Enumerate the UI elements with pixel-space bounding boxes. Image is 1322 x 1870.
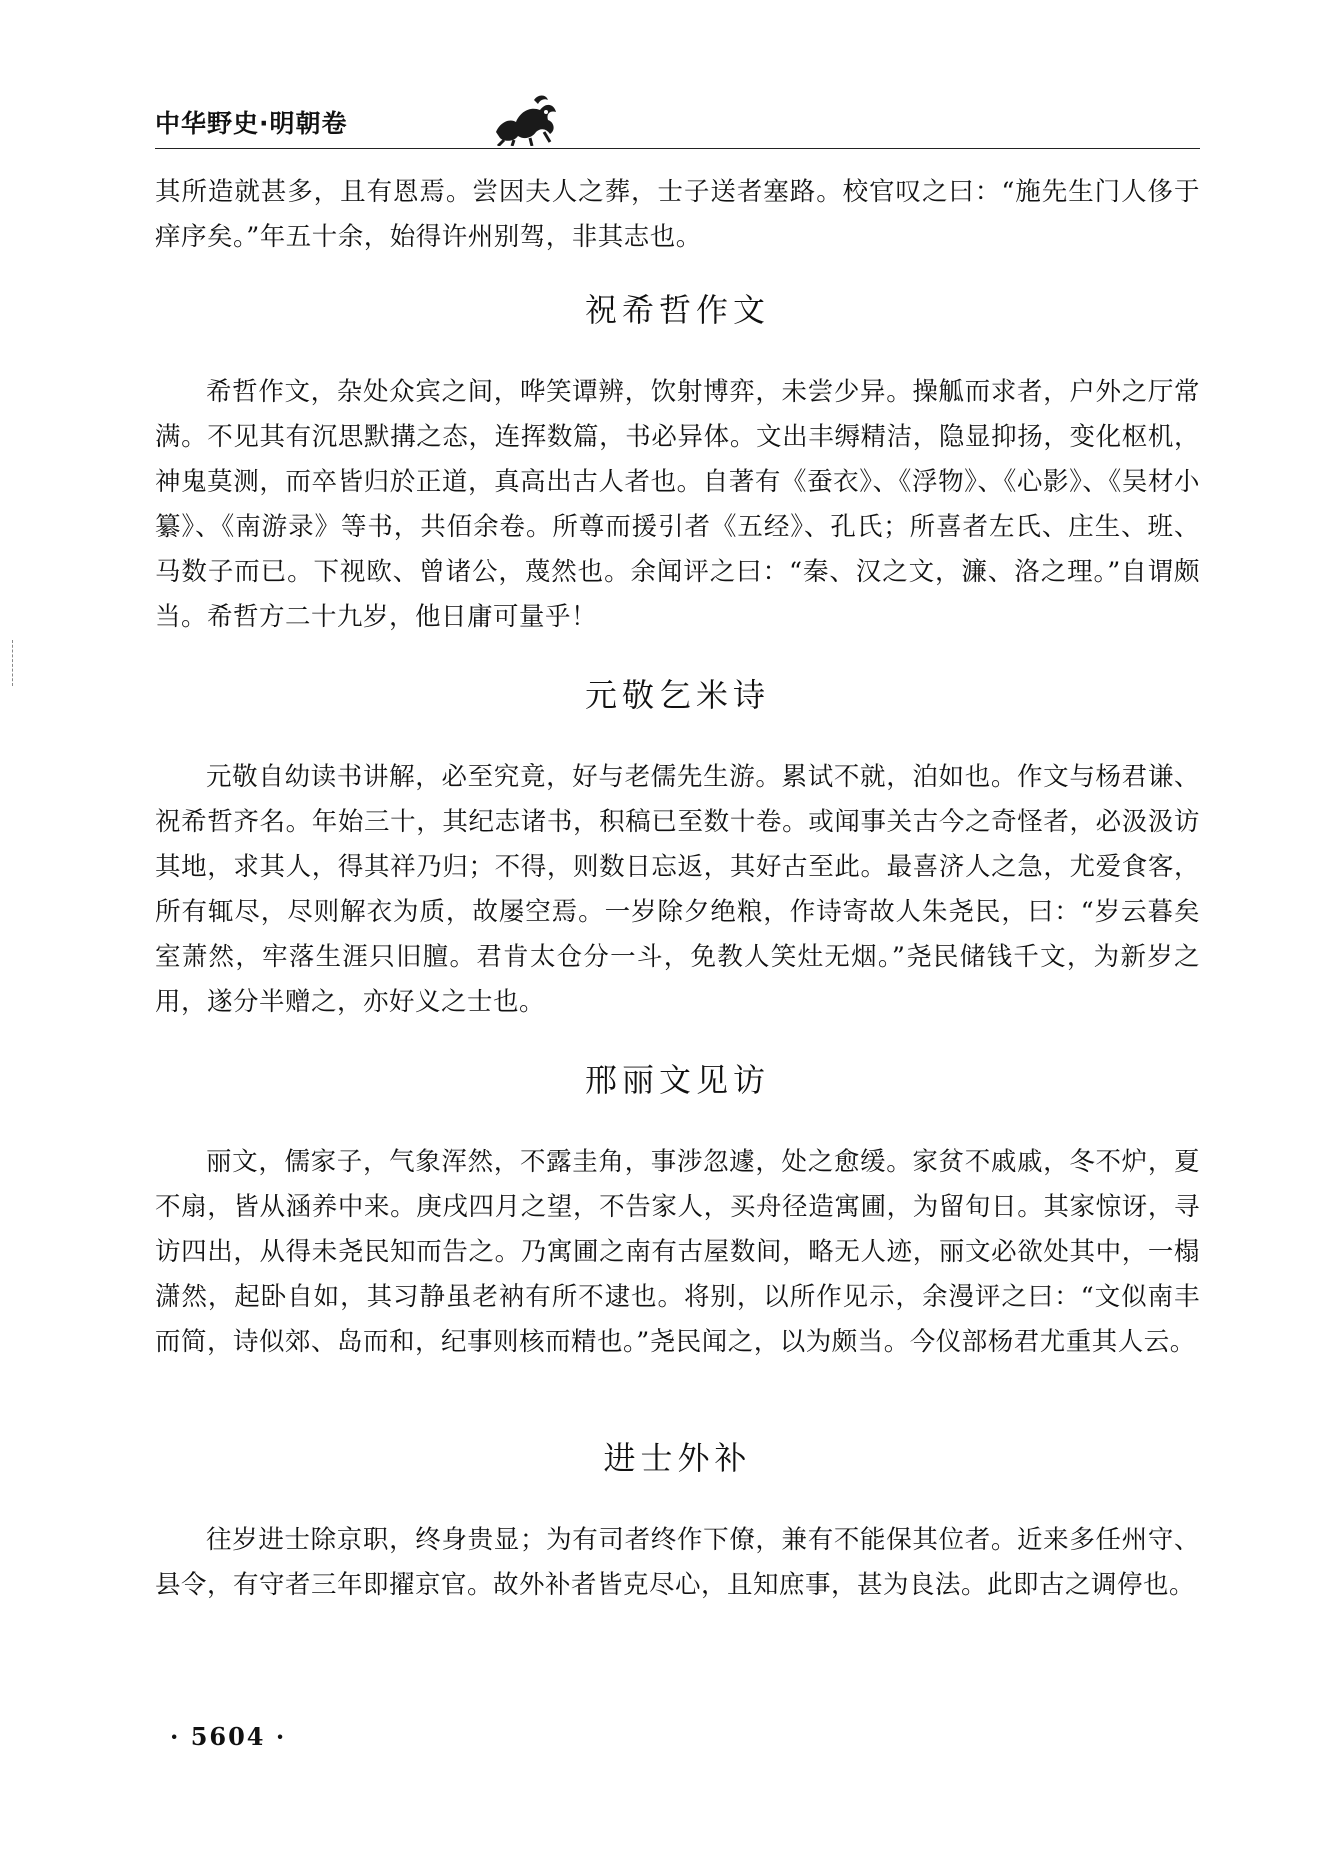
running-title: 中华野史·明朝卷 xyxy=(155,109,348,138)
section-paragraph: 元敬自幼读书讲解，必至究竟，好与老儒先生游。累试不就，泊如也。作文与杨君谦、祝希哲齐名。年始三十，其纪志诸书，积稿已至数十卷。或闻事关古今之奇怪者，必汲汲访其地，求其人，得其祥乃归；不得，则数日忘返，其好古至此。最喜济人之急，尤爱食客，所有辄尽，尽则解衣为质，故屡空焉。一岁除夕绝粮，作诗寄故人朱尧民，曰：“岁云暮矣室萧然，牢落生涯只旧膻。君肯太仓分一斗，免教人笑灶无烟。”尧民储钱千文，为新岁之用，遂分半赠之，亦好义之士也。 xyxy=(155,762,1200,1017)
section-title: 邢丽文见访 xyxy=(584,1061,770,1099)
intro-paragraph: 其所造就甚多，且有恩焉。尝因夫人之葬，士子送者塞路。校官叹之曰：“施先生门人侈于痒序矣。”年五十余，始得许州别驾，非其志也。 xyxy=(155,177,1200,252)
section-paragraph: 丽文，儒家子，气象浑然，不露圭角，事涉忽遽，处之愈缓。家贫不戚戚，冬不炉，夏不扇，皆从涵养中来。庚戌四月之望，不告家人，买舟径造寓圃，为留旬日。其家惊讶，寻访四出，从得未尧民知而告之。乃寓圃之南有古屋数间，略无人迹，丽文必欲处其中，一榻潇然，起卧自如，其习静虽老衲有所不逮也。将别，以所作见示，余漫评之曰：“文似南丰而简，诗似郊、岛而和，纪事则核而精也。”尧民闻之，以为颇当。今仪部杨君尤重其人云。 xyxy=(155,1147,1200,1357)
scan-margin-mark xyxy=(12,640,14,686)
section-title: 进士外补 xyxy=(603,1439,752,1477)
dragon-emblem-icon xyxy=(490,92,562,146)
section-paragraph: 希哲作文，杂处众宾之间，哗笑谭辨，饮射博弈，未尝少异。操觚而求者，户外之厅常满。不见其有沉思默搆之态，连挥数篇，书必异体。文出丰缛精洁，隐显抑扬，变化枢机，神鬼莫测，而卒皆归於正道，真高出古人者也。自著有《蚕衣》、《浮物》、《心影》、《吴材小纂》、《南游录》等书，共佰余卷。所尊而援引者《五经》、孔氏；所喜者左氏、庄生、班、马数子而已。下视欧、曾诸公，蔑然也。余闻评之曰：“秦、汉之文，濂、洛之理。”自谓颇当。希哲方二十九岁，他日庸可量乎！ xyxy=(155,377,1200,632)
section-title: 祝希哲作文 xyxy=(584,291,770,329)
running-header xyxy=(155,92,1200,148)
header-rule xyxy=(155,148,1200,149)
section-title: 元敬乞米诗 xyxy=(584,676,770,714)
page-number: · 5604 · xyxy=(170,1722,287,1751)
section-paragraph: 往岁进士除京职，终身贵显；为有司者终作下僚，兼有不能保其位者。近来多任州守、县令，有守者三年即擢京官。故外补者皆克尽心，且知庶事，甚为良法。此即古之调停也。 xyxy=(155,1525,1200,1600)
